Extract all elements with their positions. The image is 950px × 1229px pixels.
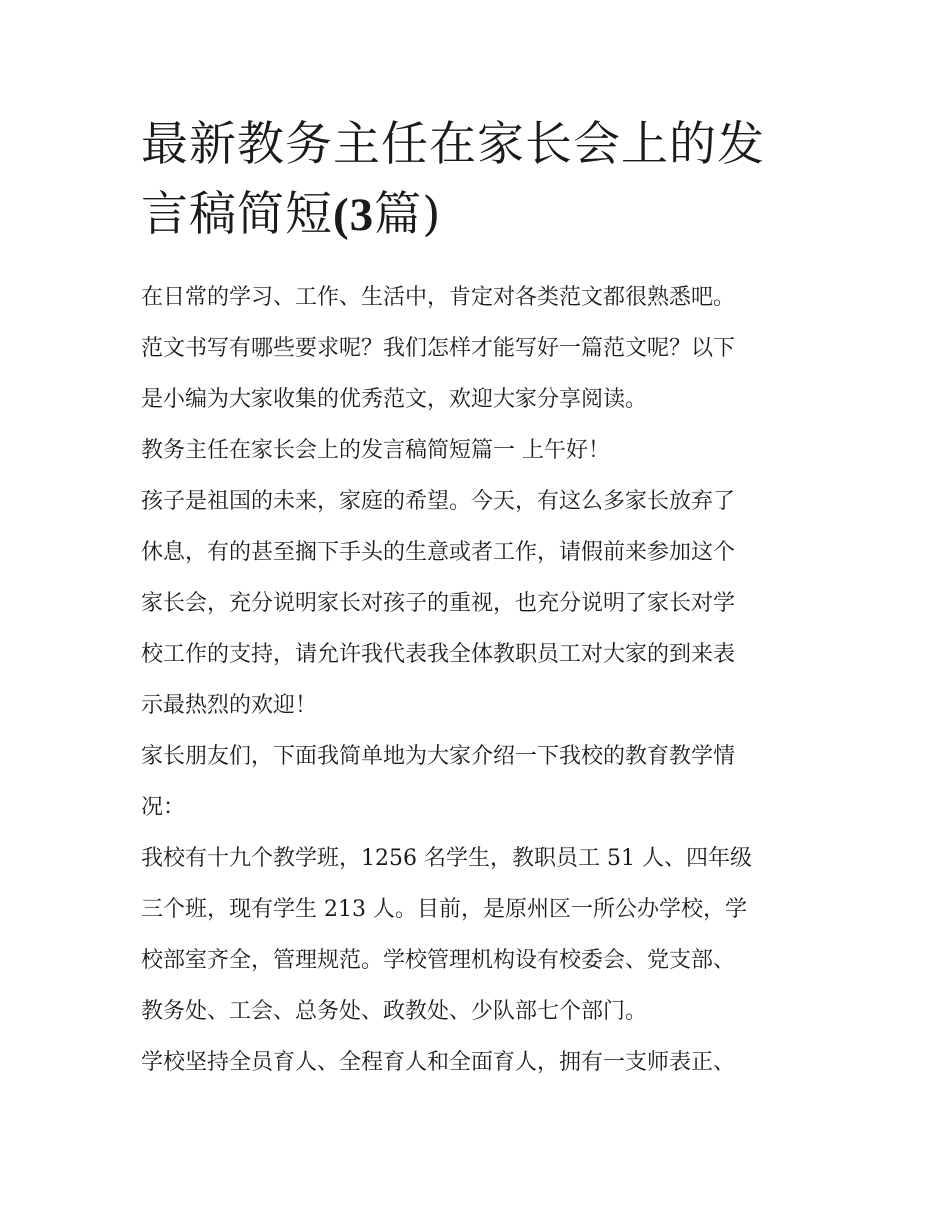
paragraph-section-heading [141,425,821,476]
paragraph-line: 孩子是祖国的未来，家庭的希望。今天，有这么多家长放弃了 [141,489,736,514]
paragraph-line: 是小编为大家收集的优秀范文，欢迎大家分享阅读。 [141,387,648,412]
paragraph-intro [141,272,821,425]
paragraph-line: 休息，有的甚至搁下手头的生意或者工作，请假前来参加这个 [141,540,736,565]
paragraph-line: 况： [141,795,186,820]
paragraph-line: 在日常的学习、工作、生活中，肯定对各类范文都很熟悉吧。 [141,285,736,310]
title-line-2 [141,180,821,250]
paragraph-line: 范文书写有哪些要求呢？我们怎样才能写好一篇范文呢？以下 [141,336,736,361]
paragraph-line: 我校有十九个教学班，1256 名学生，教职员工 51 人、四年级 [141,846,752,871]
title-text: 言稿简短 [141,187,333,242]
document-title [141,110,821,250]
document-page [141,110,821,1088]
paragraph-line: 学校坚持全员育人、全程育人和全面育人，拥有一支师表正、 [141,1050,736,1075]
title-count: (3 [333,189,375,241]
paragraph-line: 示最热烈的欢迎！ [141,693,318,718]
title-suffix: 篇) [374,187,442,242]
paragraph-line: 校部室齐全，管理规范。学校管理机构设有校委会、党支部、 [141,948,736,973]
paragraph-welcome [141,476,821,731]
paragraph-line: 教务主任在家长会上的发言稿简短篇一 上午好！ [141,438,610,463]
paragraph-line: 教务处、工会、总务处、政教处、少队部七个部门。 [141,999,648,1024]
paragraph-introduction [141,731,821,833]
paragraph-line: 三个班，现有学生 213 人。目前，是原州区一所公办学校，学 [141,897,747,922]
paragraph-line: 校工作的支持，请允许我代表我全体教职员工对大家的到来表 [141,642,736,667]
paragraph-line: 家长会，充分说明家长对孩子的重视，也充分说明了家长对学 [141,591,736,616]
title-line-1: 最新教务主任在家长会上的发 [141,117,765,172]
paragraph-school-overview [141,833,821,1037]
document-body [141,272,821,1088]
paragraph-education [141,1037,821,1088]
paragraph-line: 家长朋友们，下面我简单地为大家介绍一下我校的教育教学情 [141,744,736,769]
